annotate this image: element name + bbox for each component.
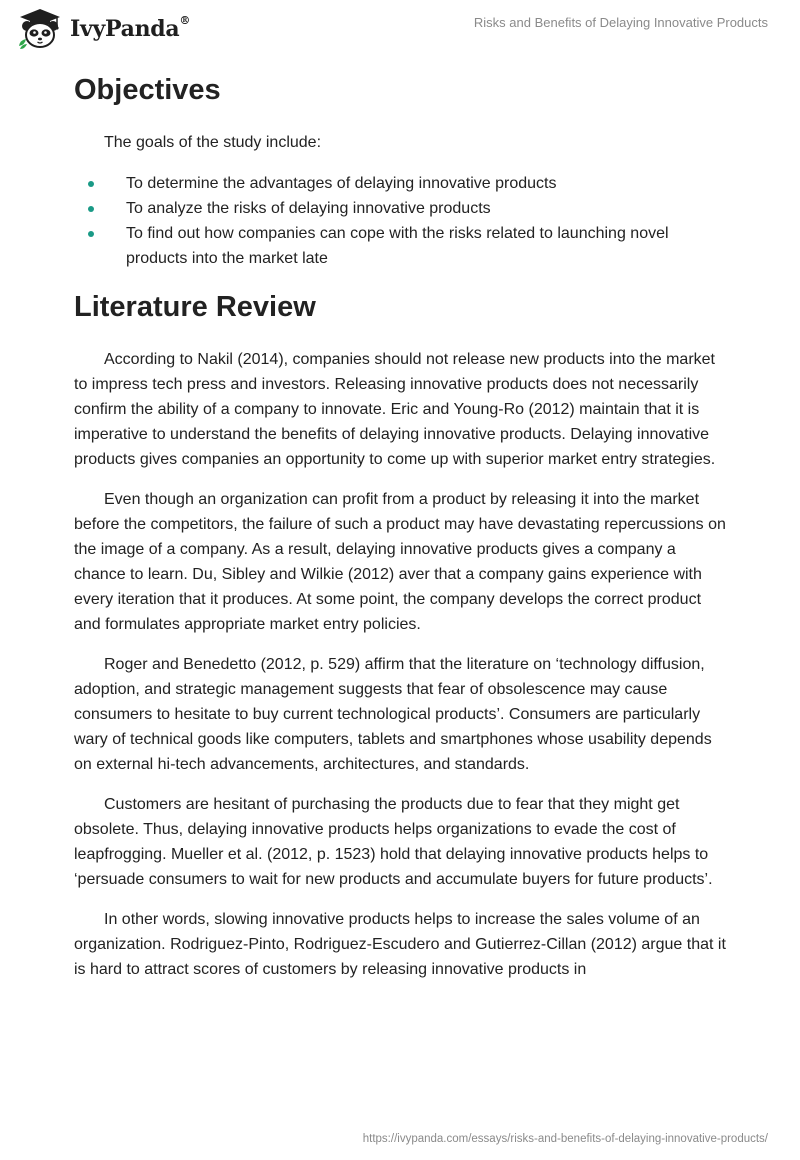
goals-list [74,171,726,271]
paragraph: Customers are hesitant of purchasing the products due to fear that they might get obsolete. Thus, delaying innovative products helps organizations to evade the cost of leapfrogging. Mueller et al. (2012, p. 1523) hold that delaying innovative products helps to ‘persuade consumers to wait for new products and accumulate buyers for future products’. [74,796,713,888]
objectives-intro: The goals of the study include: [104,134,322,151]
goal-text: To determine the advantages of delaying innovative products [126,175,557,192]
paragraph: Roger and Benedetto (2012, p. 529) affirm that the literature on ‘technology diffusion, adoption, and strategic management suggests that fear of obsolescence may cause consumers to hesitate to buy current technological products’. Consumers are particularly wary of technical goods like computers, tablets and smartphones whose usability depends on external hi-tech advancements, architectures, and standards. [74,656,712,773]
document-title: Risks and Benefits of Delaying Innovative Products [473,15,768,30]
bullet-icon [88,206,94,212]
list-item [74,221,726,271]
source-url-link[interactable]: https://ivypanda.com/essays/risks-and-benefits-of-delaying-innovative-products/ [362,1133,768,1145]
paragraph: According to Nakil (2014), companies should not release new products into the market to impress tech press and investors. Releasing innovative products does not necessarily confirm the ability of a company to innovate. Eric and Young-Ro (2012) maintain that it is imperative to understand the benefits of delaying innovative products. Delaying innovative products gives companies an opportunity to come up with superior market entry strategies. [74,351,716,468]
panda-logo-icon [16,8,64,50]
bullet-icon [88,231,94,237]
essay-content [74,72,726,997]
paragraph: In other words, slowing innovative products helps to increase the sales volume of an organization. Rodriguez-Pinto, Rodriguez-Escudero and Gutierrez-Cillan (2012) argue that it is hard to attract scores of customers by releasing innovative products in [74,911,726,978]
list-item [74,171,726,196]
ivypanda-logo[interactable] [16,8,190,50]
objectives-heading: Objectives [74,74,221,106]
page-header [0,0,800,60]
bullet-icon [88,181,94,187]
goal-text: To analyze the risks of delaying innovative products [126,200,491,217]
paragraph: Even though an organization can profit from a product by releasing it into the market before the competitors, the failure of such a product may have devastating repercussions on the image of a company. As a result, delaying innovative products gives a company a chance to learn. Du, Sibley and Wilkie (2012) aver that a company gains experience with every iteration that it produces. At some point, the company develops the correct product and formulates appropriate market entry policies. [74,491,726,633]
goal-text: To find out how companies can cope with the risks related to launching novel products into the market late [126,225,669,267]
logo-wordmark: IvyPanda® [70,14,191,42]
literature-review-heading: Literature Review [74,291,316,323]
list-item [74,196,726,221]
